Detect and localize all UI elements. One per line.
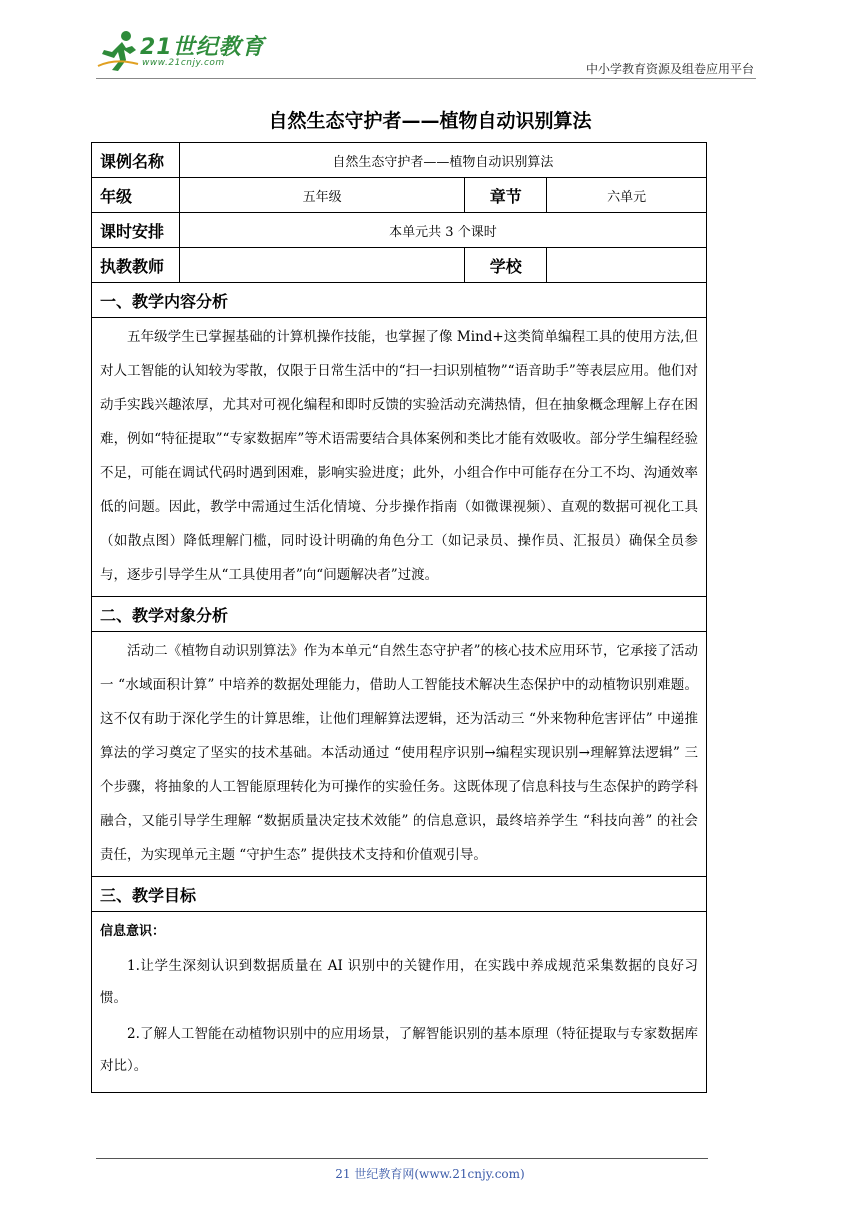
teacher-value (179, 248, 465, 283)
section2-heading-row (92, 597, 707, 632)
row-case-name (92, 143, 707, 178)
case-name-value: 自然生态守护者——植物自动识别算法 (179, 143, 706, 178)
chapter-label: 章节 (465, 178, 547, 213)
grade-label: 年级 (92, 178, 180, 213)
row-schedule (92, 213, 707, 248)
runner-logo-icon (96, 28, 140, 72)
row-grade (92, 178, 707, 213)
section3-heading-row (92, 877, 707, 912)
section3-body (92, 912, 707, 1093)
section1-heading: 一、教学内容分析 (92, 283, 707, 318)
logo (96, 28, 266, 82)
info-awareness-subheading: 信息意识： (100, 924, 166, 939)
objective-item: 2.了解人工智能在动植物识别中的应用场景，了解智能识别的基本原理（特征提取与专家数据库对比）。 (100, 1026, 698, 1074)
school-value (547, 248, 707, 283)
school-label: 学校 (465, 248, 547, 283)
schedule-value: 本单元共 3 个课时 (179, 213, 706, 248)
logo-text: 21世纪教育 (140, 35, 265, 60)
footer-divider (96, 1158, 708, 1159)
section2-heading: 二、教学对象分析 (92, 597, 707, 632)
teacher-label: 执教教师 (92, 248, 180, 283)
platform-name: 中小学教育资源及组卷应用平台 (585, 62, 754, 76)
row-teacher (92, 248, 707, 283)
section1-text: 五年级学生已掌握基础的计算机操作技能，也掌握了像 Mind+这类简单编程工具的使用方法,但对人工智能的认知较为零散，仅限于日常生活中的“扫一扫识别植物”“语音助手”等表层应用。他们对动手实践兴趣浓厚，尤其对可视化编程和即时反馈的实验活动充满热情，但在抽象概念理解上存在困难，例如“特征提取”“专家数据库”等术语需要结合具体案例和类比才能有效吸收。部分学生编程经验不足，可能在调试代码时遇到困难，影响实验进度；此外，小组合作中可能存在分工不均、沟通效率低的问题。因此，教学中需通过生活化情境、分步操作指南（如微课视频）、直观的数据可视化工具（如散点图）降低理解门槛，同时设计明确的角色分工（如记录员、操作员、汇报员）确保全员参与，逐步引导学生从“工具使用者”向“问题解决者”过渡。 (92, 318, 707, 597)
header-divider (96, 78, 756, 79)
objective-item: 1.让学生深刻认识到数据质量在 AI 识别中的关键作用，在实践中养成规范采集数据的良好习惯。 (100, 958, 698, 1006)
document-title: 自然生态守护者——植物自动识别算法 (268, 110, 592, 132)
section3-body-row (92, 912, 707, 1093)
grade-value: 五年级 (179, 178, 465, 213)
section2-text: 活动二《植物自动识别算法》作为本单元“自然生态守护者”的核心技术应用环节，它承接了活动一 “水域面积计算” 中培养的数据处理能力，借助人工智能技术解决生态保护中的动植物识别难题。这不仅有助于深化学生的计算思维，让他们理解算法逻辑，还为活动三 “外来物种危害评估” 中递推算法的学习奠定了坚实的技术基础。本活动通过 “使用程序识别→编程实现识别→理解算法逻辑” 三个步骤，将抽象的人工智能原理转化为可操作的实验任务。这既体现了信息科技与生态保护的跨学科融合，又能引导学生理解 “数据质量决定技术效能” 的信息意识，最终培养学生 “科技向善” 的社会责任，为实现单元主题 “守护生态” 提供技术支持和价值观引导。 (92, 632, 707, 877)
chapter-value: 六单元 (547, 178, 707, 213)
section3-heading: 三、教学目标 (92, 877, 707, 912)
case-name-label: 课例名称 (92, 143, 180, 178)
section2-body-row (92, 632, 707, 877)
logo-url: www.21cnjy.com (142, 58, 225, 68)
footer-text: 21 世纪教育网(www.21cnjy.com) (335, 1167, 525, 1181)
section1-body-row (92, 318, 707, 597)
schedule-label: 课时安排 (92, 213, 180, 248)
lesson-plan-table (91, 142, 707, 1093)
page-header (0, 0, 860, 90)
section1-heading-row (92, 283, 707, 318)
